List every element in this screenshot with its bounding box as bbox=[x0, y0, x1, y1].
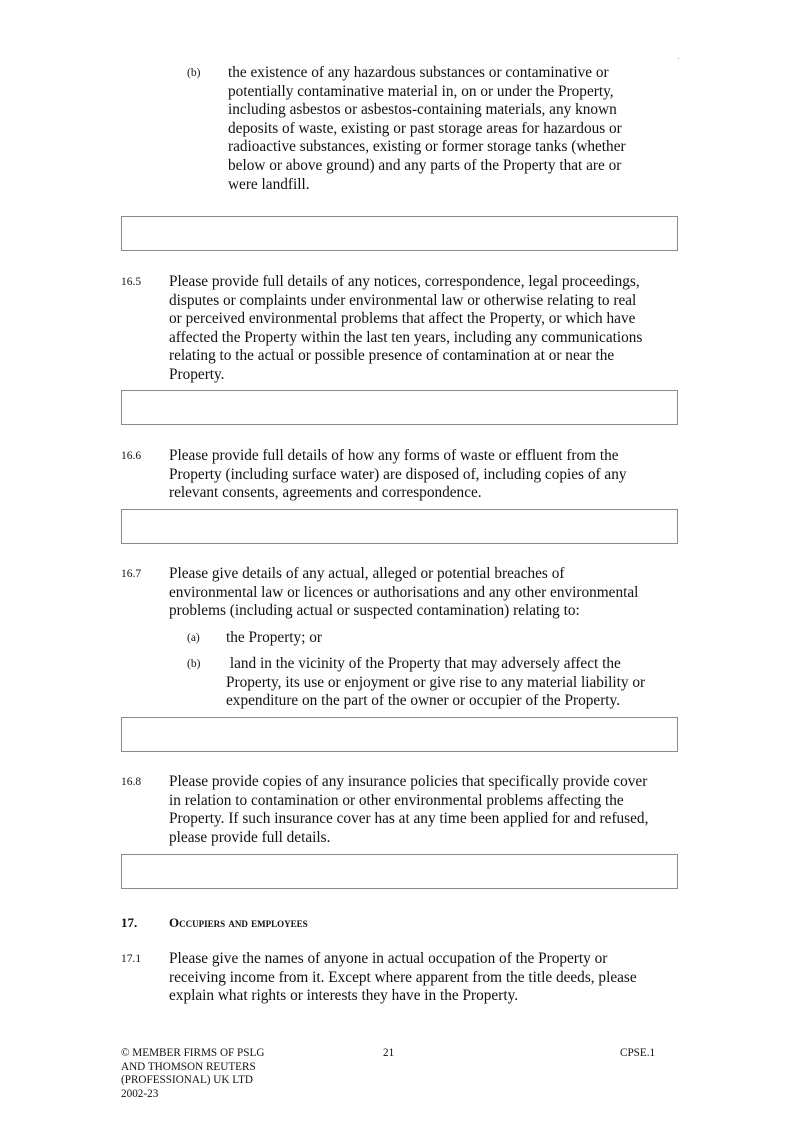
question-16-5-text bbox=[169, 273, 642, 385]
section-title-17: Occupiers and employees bbox=[169, 915, 308, 930]
question-16-6-text bbox=[169, 447, 627, 503]
question-16-7-text bbox=[169, 565, 638, 621]
answer-box-16-4[interactable] bbox=[121, 216, 678, 251]
text-line: land in the vicinity of the Property that may adversely affect the bbox=[226, 655, 621, 672]
question-number-16-7: 16.7 bbox=[121, 568, 142, 580]
footer-line: (PROFESSIONAL) UK LTD bbox=[121, 1074, 253, 1086]
text-line: relevant consents, agreements and correspondence. bbox=[169, 484, 482, 502]
sub-item-b-text bbox=[226, 655, 645, 711]
text-line: disputes or complaints under environmental law or otherwise relating to real bbox=[169, 291, 637, 309]
text-line: the existence of any hazardous substances or contaminative or bbox=[228, 64, 609, 81]
footer-line: 2002-23 bbox=[121, 1087, 159, 1100]
sub-label-a: (a) bbox=[187, 632, 200, 644]
text-line: explain what rights or interests they have in the Property. bbox=[169, 987, 519, 1005]
sub-label-b: (b) bbox=[187, 67, 201, 79]
document-code: CPSE.1 bbox=[620, 1047, 656, 1059]
text-line: relating to the actual or possible presence of contamination at or near the bbox=[169, 347, 615, 365]
footer-copyright bbox=[121, 1047, 264, 1101]
text-line: Please provide copies of any insurance policies that specifically provide cover bbox=[169, 773, 648, 790]
text-line: problems (including actual or suspected contamination) relating to: bbox=[169, 602, 580, 620]
text-line: were landfill. bbox=[228, 175, 310, 193]
answer-box-16-5[interactable] bbox=[121, 390, 678, 425]
text-line: environmental law or licences or authorisations and any other environmental bbox=[169, 583, 639, 601]
text-line: Property. If such insurance cover has at any time been applied for and refused, bbox=[169, 810, 649, 828]
answer-box-16-8[interactable] bbox=[121, 854, 678, 889]
sub-item-b-text bbox=[228, 64, 626, 194]
text-line: affected the Property within the last ten years, including any communications bbox=[169, 328, 643, 346]
text-line: potentially contaminative material in, on or under the Property, bbox=[228, 82, 614, 100]
question-number-17-1: 17.1 bbox=[121, 953, 142, 965]
footer-line: © MEMBER FIRMS OF PSLG bbox=[121, 1047, 265, 1059]
page-number: 21 bbox=[383, 1047, 395, 1059]
text-line: receiving income from it. Except where apparent from the title deeds, please bbox=[169, 968, 637, 986]
text-line: including asbestos or asbestos-containing materials, any known bbox=[228, 101, 617, 119]
text-line: Please give details of any actual, alleged or potential breaches of bbox=[169, 565, 565, 582]
question-16-8-text bbox=[169, 773, 648, 847]
question-17-1-text bbox=[169, 950, 637, 1006]
sub-label-b: (b) bbox=[187, 658, 201, 670]
answer-box-16-6[interactable] bbox=[121, 509, 678, 544]
text-line: deposits of waste, existing or past storage areas for hazardous or bbox=[228, 119, 622, 137]
text-line: radioactive substances, existing or former storage tanks (whether bbox=[228, 138, 626, 156]
text-line: please provide full details. bbox=[169, 828, 331, 846]
question-number-16-5: 16.5 bbox=[121, 276, 142, 288]
footer-line: AND THOMSON REUTERS bbox=[121, 1060, 256, 1073]
text-line: Please give the names of anyone in actual occupation of the Property or bbox=[169, 950, 608, 967]
section-number-17: 17. bbox=[121, 915, 138, 930]
text-line: or perceived environmental problems that affect the Property, or which have bbox=[169, 310, 636, 328]
text-line: Please provide full details of how any forms of waste or effluent from the bbox=[169, 447, 619, 464]
text-line: Property, its use or enjoyment or give rise to any material liability or bbox=[226, 673, 646, 691]
text-line: Property. bbox=[169, 365, 225, 383]
text-line: in relation to contamination or other environmental problems affecting the bbox=[169, 791, 624, 809]
text-line: expenditure on the part of the owner or occupier of the Property. bbox=[226, 692, 621, 710]
text-line: Property (including surface water) are disposed of, including copies of any bbox=[169, 465, 627, 483]
text-line: below or above ground) and any parts of the Property that are or bbox=[228, 156, 622, 174]
answer-box-16-7[interactable] bbox=[121, 717, 678, 752]
sub-item-a-text: the Property; or bbox=[226, 629, 323, 646]
stray-mark bbox=[678, 58, 679, 59]
question-number-16-6: 16.6 bbox=[121, 450, 142, 462]
question-number-16-8: 16.8 bbox=[121, 776, 142, 788]
text-line: Please provide full details of any notices, correspondence, legal proceedings, bbox=[169, 273, 640, 290]
